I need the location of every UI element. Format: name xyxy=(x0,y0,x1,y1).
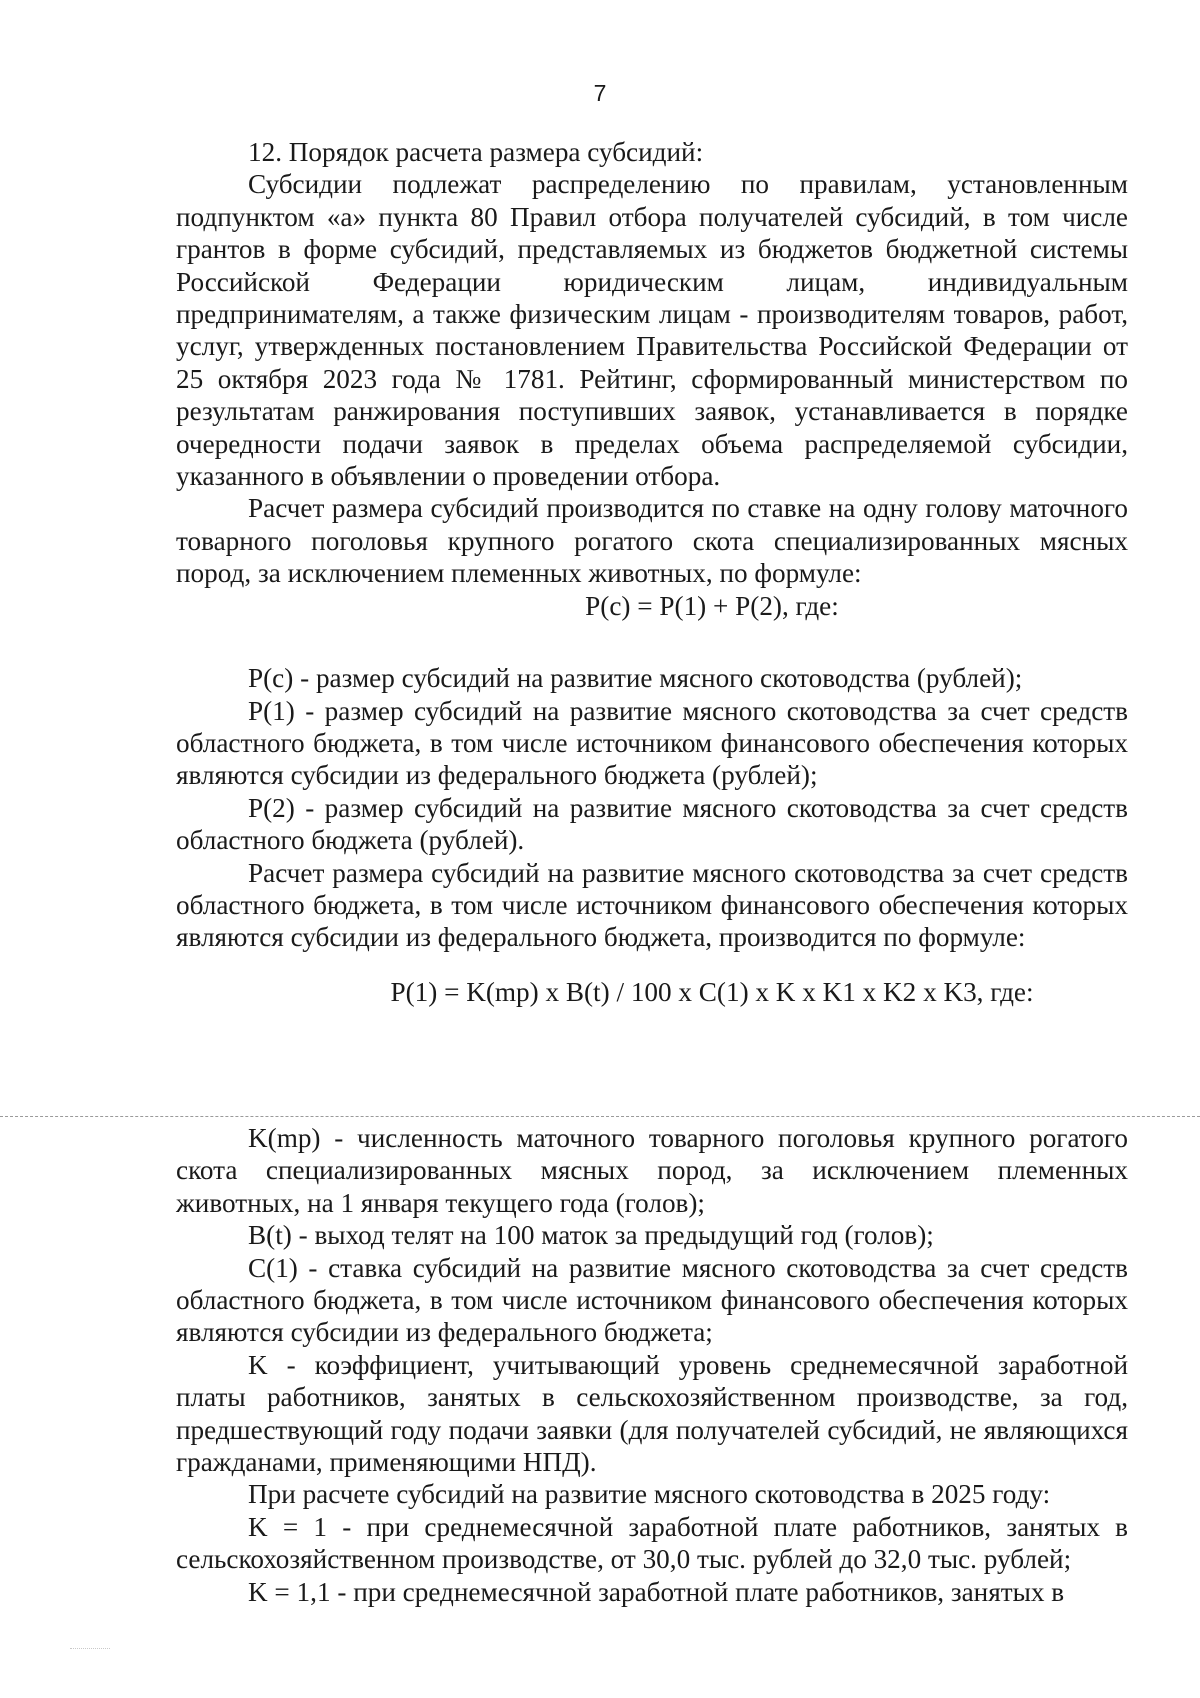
paragraph-calculation-basis: Расчет размера субсидий производится по ставке на одну голову маточного товарного поголовья крупного рогатого скота специализированных мясных пород, за исключением племенных животных, по формуле: xyxy=(176,493,1128,589)
page-number: 7 xyxy=(593,80,607,106)
coefficient-k-1-1: K = 1,1 - при среднемесячной заработной плате работников, занятых в xyxy=(248,1576,1065,1607)
paragraph-federal-calculation: Расчет размера субсидий на развитие мясного скотоводства за счет средств областного бюджета, в том числе источником финансового обеспечения которых являются субсидии из федерального бюджета, производится по формуле: xyxy=(176,857,1128,953)
definition-pc: P(c) - размер субсидий на развитие мясного скотоводства (рублей); xyxy=(248,663,1023,694)
definition-p1: P(1) - размер субсидий на развитие мясного скотоводства за счет средств областного бюджета, в том числе источником финансового обеспечения которых являются субсидии из федерального бюджета (рублей); xyxy=(176,695,1128,791)
definition-bt: B(t) - выход телят на 100 маток за предыдущий год (голов); xyxy=(248,1220,934,1251)
section-heading: 12. Порядок расчета размера субсидий: xyxy=(248,137,704,167)
scan-artifact xyxy=(70,1648,110,1650)
text-block-lower xyxy=(176,1122,1128,1608)
formula-total-subsidy: P(c) = P(1) + P(2), где: xyxy=(585,590,839,621)
definition-kmp: K(mp) - численность маточного товарного поголовья крупного рогатого скота специализированных мясных пород, за исключением племенных животных, на 1 января текущего года (голов); xyxy=(176,1123,1128,1218)
definition-k: K - коэффициент, учитывающий уровень среднемесячной заработной платы работников, занятых в сельскохозяйственном производстве, за год, предшествующий году подачи заявки (для получателей субсидий, не являющихся гражданами, применяющими НПД). xyxy=(176,1349,1128,1478)
paragraph-2025-calculation: При расчете субсидий на развитие мясного скотоводства в 2025 году: xyxy=(248,1479,1051,1510)
text-block-upper xyxy=(176,136,1128,1008)
coefficient-k-1: K = 1 - при среднемесячной заработной плате работников, занятых в сельскохозяйственном производстве, от 30,0 тыс. рублей до 32,0 тыс. рублей; xyxy=(176,1511,1128,1575)
scan-fold-line xyxy=(0,1116,1200,1117)
definition-p2: P(2) - размер субсидий на развитие мясного скотоводства за счет средств областного бюджета (рублей). xyxy=(176,792,1128,856)
definition-c1: C(1) - ставка субсидий на развитие мясного скотоводства за счет средств областного бюджета, в том числе источником финансового обеспечения которых являются субсидии из федерального бюджета; xyxy=(176,1252,1128,1348)
paragraph-distribution-rules: Субсидии подлежат распределению по правилам, установленным подпунктом «а» пункта 80 Правил отбора получателей субсидий, в том числе грантов в форме субсидий, представляемых из бюджетов бюджетной системы Российской Федерации юридическим лицам, индивидуальным предпринимателям, а также физическим лицам - производителям товаров, работ, услуг, утвержденных постановлением Правительства Российской Федерации от 25 октября 2023 года № 1781. Рейтинг, сформированный министерством по результатам ранжирования поступивших заявок, устанавливается в порядке очередности подачи заявок в пределах объема распределяемой субсидии, указанного в объявлении о проведении отбора. xyxy=(176,169,1128,492)
formula-p1: P(1) = K(mp) x B(t) / 100 x C(1) x K x K1 x K2 x K3, где: xyxy=(390,976,1034,1007)
